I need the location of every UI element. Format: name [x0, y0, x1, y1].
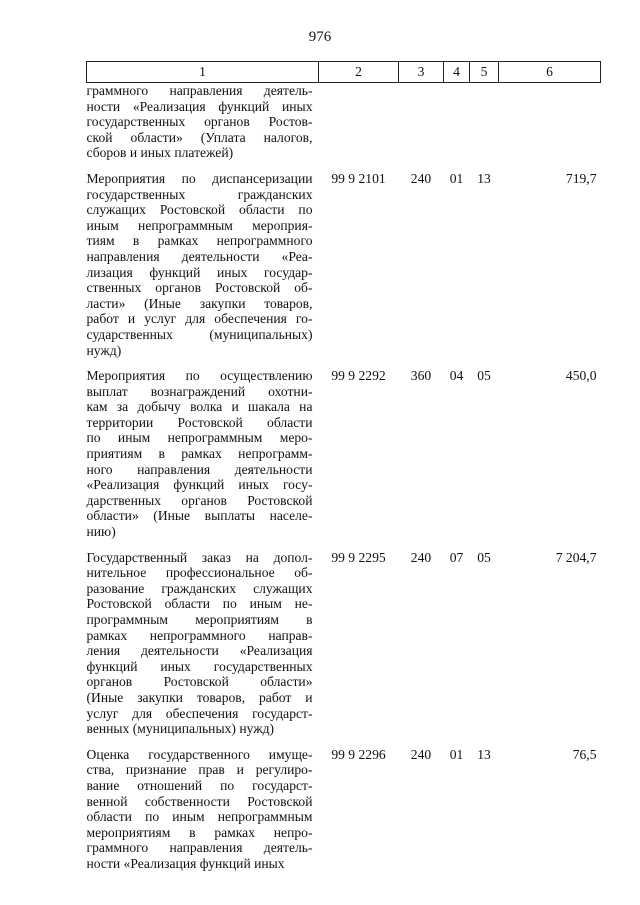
description-line: ства, признание прав и регулиро-	[86, 762, 313, 778]
row-expense-type: 360	[410, 368, 432, 384]
row-target-code: 99 9 2295	[331, 549, 386, 565]
description-line: «Реализация функций иных госу-	[86, 477, 313, 493]
row-target-code: 99 9 2101	[331, 170, 386, 186]
description-line: вание отношений по государст-	[86, 777, 313, 793]
row-expense-type: 240	[410, 549, 432, 565]
description-line: венных (муниципальных) нужд)	[86, 721, 275, 737]
header-col-6: 6	[499, 62, 601, 83]
row-section: 01	[449, 746, 464, 762]
description-line: выплат вознаграждений охотни-	[86, 383, 313, 399]
row-amount	[499, 83, 601, 161]
description-line: граммного направления деятель-	[86, 840, 313, 856]
description-line: по иным непрограммным меро-	[86, 430, 313, 446]
description-line: нужд)	[86, 342, 122, 358]
row-target-code: 99 9 2292	[331, 368, 386, 384]
row-description	[87, 550, 319, 737]
description-line: разование гражданских служащих	[86, 580, 313, 596]
description-line: области» (Иные выплаты населе-	[86, 508, 313, 524]
description-line: ности «Реализация функций иных	[86, 855, 285, 871]
description-line: работ и услуг для обеспечения го-	[86, 311, 313, 327]
description-line: ственных органов Ростовской об-	[86, 280, 313, 296]
row-section: 01	[449, 170, 464, 186]
row-spacer	[87, 540, 601, 550]
description-line: ласти» (Иные закупки товаров,	[86, 295, 313, 311]
description-line: нительное профессиональное об-	[86, 565, 313, 581]
table-row	[87, 550, 601, 737]
row-spacer	[87, 161, 601, 171]
row-amount: 450,0	[565, 368, 597, 384]
description-line: приятиям в рамках непрограмм-	[86, 446, 313, 462]
header-col-5: 5	[470, 62, 499, 83]
description-line: ской области» (Уплата налогов,	[86, 129, 313, 145]
row-target-code	[319, 83, 399, 161]
description-line: мероприятиям в рамках непро-	[86, 824, 313, 840]
description-line: Оценка государственного имуще-	[86, 746, 313, 762]
description-line: ности «Реализация функций иных	[86, 98, 313, 114]
row-spacer	[87, 358, 601, 368]
row-subsection: 13	[477, 170, 491, 186]
description-line: кам за добычу волка и шакала на	[86, 399, 313, 415]
row-section: 07	[449, 549, 464, 565]
row-subsection	[470, 83, 499, 161]
row-spacer	[87, 737, 601, 747]
row-target-code: 99 9 2296	[331, 746, 386, 762]
description-line: (Иные закупки товаров, работ и	[86, 689, 313, 705]
description-line: Ростовской области по иным не-	[86, 596, 313, 612]
description-line: Государственный заказ на допол-	[86, 549, 313, 565]
description-line: дарственных органов Ростовской	[86, 492, 313, 508]
header-col-3: 3	[399, 62, 444, 83]
description-line: граммного направления деятель-	[86, 83, 313, 98]
description-line: области по иным непрограммным	[86, 809, 313, 825]
description-line: тиям в рамках непрограммного	[86, 233, 313, 249]
budget-table	[86, 61, 601, 872]
description-line: сударственных (муниципальных)	[86, 326, 313, 342]
row-section	[444, 83, 470, 161]
header-col-4: 4	[444, 62, 470, 83]
description-line: Мероприятия по диспансеризации	[86, 170, 313, 186]
description-line: иным непрограммным мероприя-	[86, 217, 313, 233]
description-line: программным мероприятиям в	[86, 612, 313, 627]
description-line: ления деятельности «Реализация	[86, 643, 313, 659]
row-subsection: 05	[477, 549, 491, 565]
description-line: услуг для обеспечения государст-	[86, 705, 313, 721]
description-line: направления деятельности «Реа-	[86, 248, 313, 264]
row-description	[87, 368, 319, 540]
description-line: нию)	[86, 524, 116, 540]
row-description	[87, 83, 319, 161]
row-subsection: 13	[477, 746, 491, 762]
header-col-1: 1	[87, 62, 319, 83]
description-line: государственных органов Ростов-	[86, 114, 313, 130]
row-amount: 7 204,7	[555, 549, 597, 565]
description-line: служащих Ростовской области по	[86, 202, 313, 218]
row-description	[87, 171, 319, 358]
description-line: функций иных государственных	[86, 658, 313, 674]
row-subsection: 05	[477, 368, 491, 384]
header-col-2: 2	[319, 62, 399, 83]
description-line: лизация функций иных государ-	[86, 264, 313, 280]
table-row	[87, 83, 601, 161]
table-header-row	[87, 62, 601, 83]
row-expense-type: 240	[410, 170, 432, 186]
table-body	[87, 83, 601, 872]
description-line: сборов и иных платежей)	[86, 145, 234, 161]
page-number: 976	[308, 29, 332, 45]
row-amount: 76,5	[572, 746, 597, 762]
description-line: территории Ростовской области	[86, 414, 313, 430]
row-expense-type: 240	[410, 746, 432, 762]
description-line: венной собственности Ростовской	[86, 793, 313, 809]
description-line: Мероприятия по осуществлению	[86, 368, 313, 384]
description-line: рамках непрограммного направ-	[86, 627, 313, 643]
row-expense-type	[399, 83, 444, 161]
table-row	[87, 747, 601, 872]
row-section: 04	[449, 368, 464, 384]
description-line: органов Ростовской области»	[86, 674, 313, 690]
description-line: государственных гражданских	[86, 186, 313, 202]
description-line: ного направления деятельности	[86, 461, 313, 477]
row-description	[87, 747, 319, 872]
table-row	[87, 368, 601, 540]
row-amount: 719,7	[565, 170, 597, 186]
table-row	[87, 171, 601, 358]
